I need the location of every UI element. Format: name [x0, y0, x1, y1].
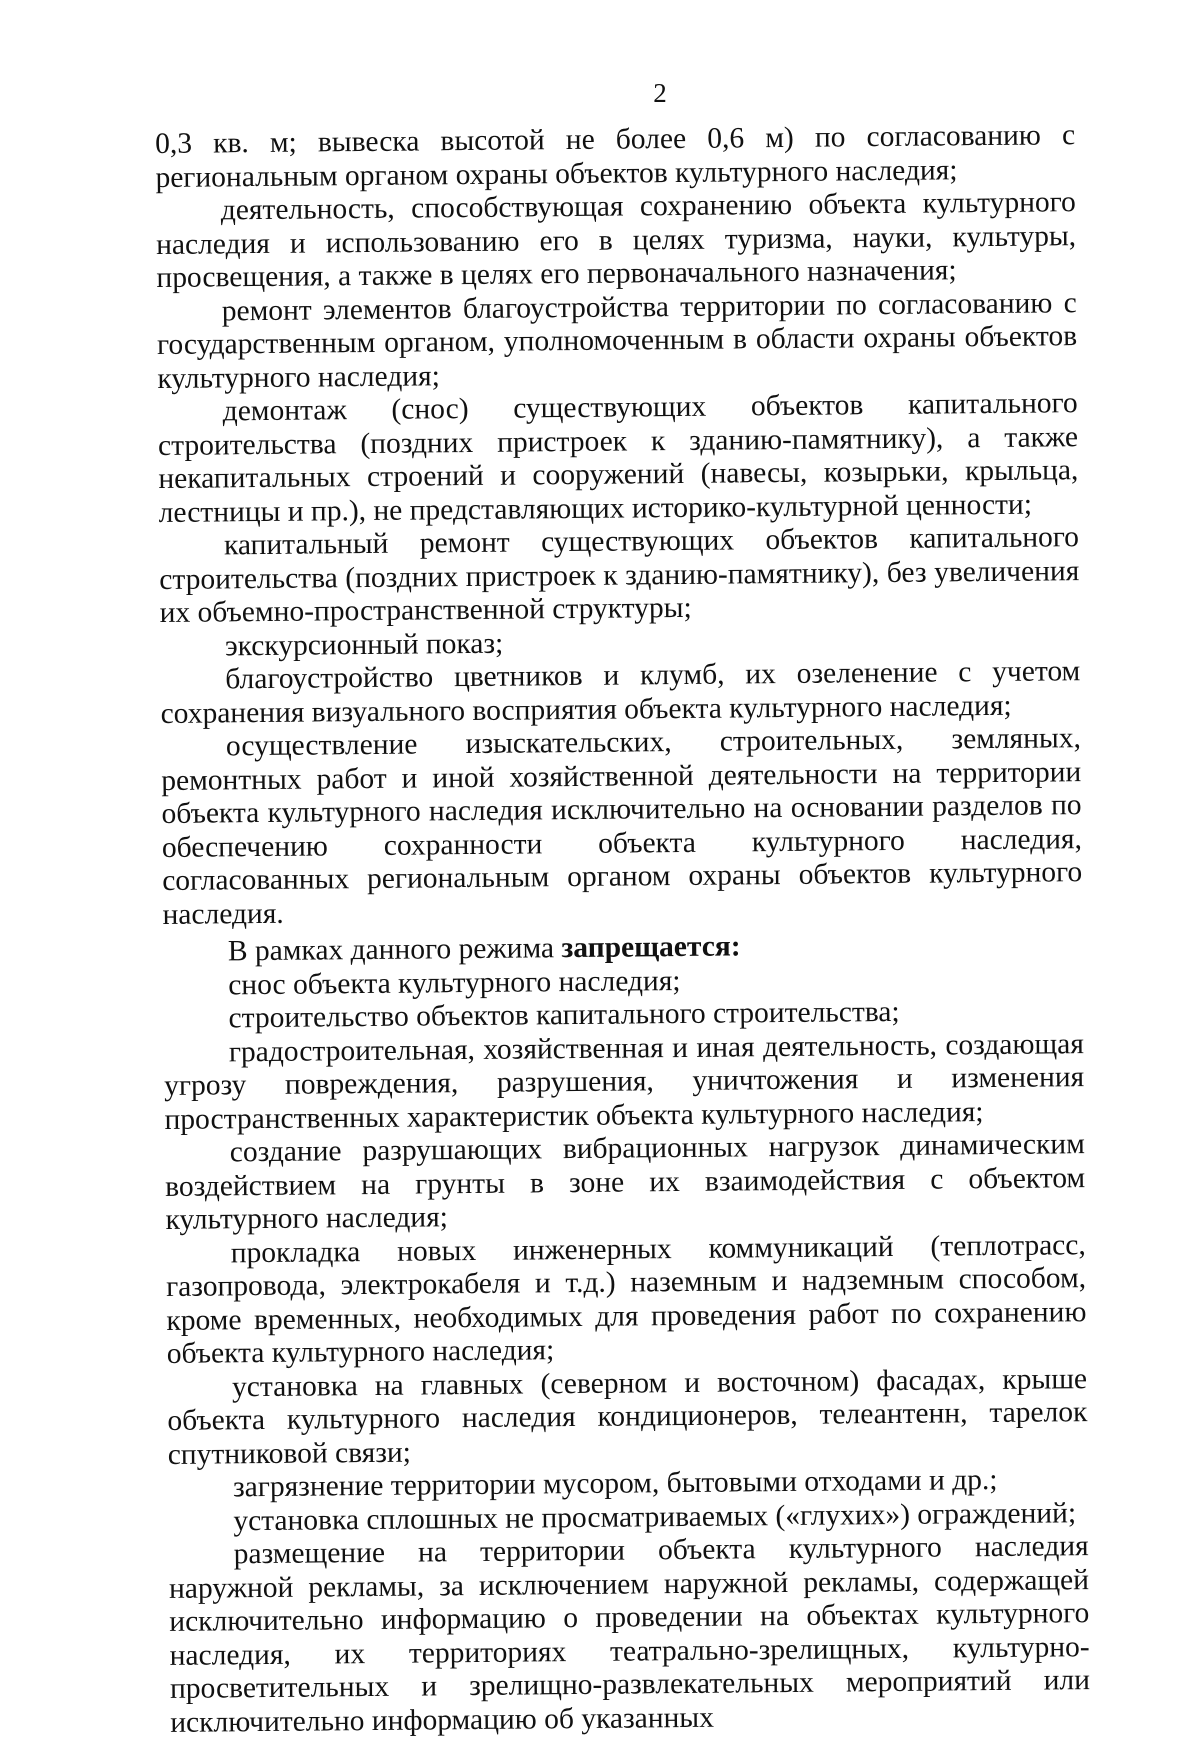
paragraph: благоустройство цветников и клумб, их озеленение с учетом сохранения визуального восприятия объекта культурного наследия; — [160, 655, 1081, 730]
prohibited-item: строительство объектов капитального строительства; — [228, 995, 900, 1035]
prohibited-intro-prefix: В рамках данного режима — [227, 932, 562, 968]
prohibited-item: установка на главных (северном и восточном) фасадах, крыше объекта культурного наследия кондиционеров, телеантенн, тарелок спутниковой связи; — [167, 1362, 1088, 1471]
prohibited-item: прокладка новых инженерных коммуникаций (теплотрасс, газопровода, электрокабеля и т.д.) наземным и надземным способом, кроме временных, необходимых для проведения работ по сохранению объекта культурного наследия; — [165, 1228, 1087, 1370]
document-body — [155, 119, 1090, 1740]
prohibited-item: размещение на территории объекта культурного наследия наружной рекламы, за исключением наружной рекламы, содержащей исключительно информацию о проведении на объектах культурного наследия, их территориях театрально-зрелищных, культурно-просветительных и зрелищно-развлекательных мероприятий или исключительно информацию об указанных — [168, 1530, 1091, 1739]
prohibited-item: создание разрушающих вибрационных нагрузок динамическим воздействием на грунты в зоне их взаимодействия с объектом культурного наследия; — [165, 1128, 1086, 1236]
paragraph: деятельность, способствующая сохранению объекта культурного наследия и использованию его в целях туризма, науки, культуры, просвещения, а также в целях его первоначального назначения; — [155, 186, 1077, 294]
page-number: 2 — [653, 78, 667, 108]
paragraph: капитальный ремонт существующих объектов капитального строительства (поздних пристроек к зданию-памятнику), без увеличения их объемно-пространственной структуры; — [159, 521, 1080, 629]
prohibited-intro-keyword: запрещается: — [561, 930, 741, 965]
paragraph: 0,3 кв. м; вывеска высотой не более 0,6 м) по согласованию с региональным органом охраны объектов культурного наследия; — [155, 119, 1076, 194]
prohibited-item: градостроительная, хозяйственная и иная деятельность, создающая угрозу повреждения, разрушения, уничтожения и изменения пространственных характеристик объекта культурного наследия; — [164, 1027, 1085, 1136]
prohibited-item: установка сплошных не просматриваемых («глухих») ограждений; — [233, 1496, 1077, 1537]
paragraph: экскурсионный показ; — [224, 627, 504, 662]
paragraph: ремонт элементов благоустройства территории по согласованию с государственным органом, уполномоченным в области охраны объектов культурного наследия; — [156, 286, 1078, 395]
paragraph: осуществление изыскательских, строительных, земляных, ремонтных работ и иной хозяйственной деятельности на территории объекта культурного наследия исключительно на основании разделов по обеспечению сохранности объекта культурного наследия, согласованных региональным органом охраны объектов культурного наследия. — [161, 722, 1083, 931]
paragraph: демонтаж (снос) существующих объектов капитального строительства (поздних пристроек к зданию-памятнику), а также некапитальных строений и сооружений (навесы, козырьки, крыльца, лестницы и пр.), не представляющих историко-культурной ценности; — [157, 387, 1079, 529]
prohibited-item: загрязнение территории мусором, бытовыми отходами и др.; — [232, 1463, 998, 1504]
prohibited-item: снос объекта культурного наследия; — [228, 964, 681, 1001]
